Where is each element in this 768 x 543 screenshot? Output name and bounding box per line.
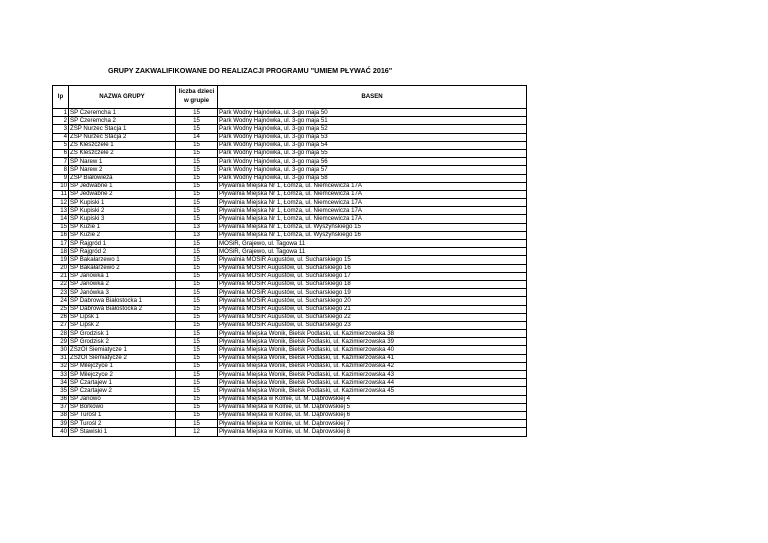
children-count-cell: 15	[176, 321, 218, 329]
pool-cell: Park Wodny Hajnówka, ul. 3-go maja 55	[218, 149, 527, 157]
row-number-cell: 27	[53, 321, 69, 329]
table-row	[53, 174, 527, 182]
table-row	[53, 411, 527, 419]
row-number-cell: 10	[53, 182, 69, 190]
row-number-cell: 24	[53, 297, 69, 305]
group-name-cell: SP Czeremcha 1	[69, 109, 176, 117]
pool-cell: Pływalnia Miejska w Kolnie, ul. M. Dąbrowskiej 6	[218, 411, 527, 419]
children-count-cell: 15	[176, 280, 218, 288]
pool-cell: Pływalnia Miejska Nr 1, Łomża, ul. Niemcewicza 17A	[218, 199, 527, 207]
row-number-cell: 37	[53, 403, 69, 411]
table-row	[53, 371, 527, 379]
table-row	[53, 395, 527, 403]
pool-cell: Pływalnia Miejska Wonik, Bielsk Podlaski, ul. Kazimierzowska 42	[218, 362, 527, 370]
group-name-cell: SP Kuzie 1	[69, 223, 176, 231]
pool-cell: Pływalnia MOSiR Augustów, ul. Sucharskiego 15	[218, 256, 527, 264]
group-name-cell: SP Czeremcha 2	[69, 117, 176, 125]
row-number-cell: 35	[53, 387, 69, 395]
pool-cell: MOSiR, Grajewo, ul. Tagowa 11	[218, 240, 527, 248]
table-row	[53, 141, 527, 149]
row-number-cell: 33	[53, 371, 69, 379]
table-row	[53, 125, 527, 133]
group-name-cell: SP Stawiski 1	[69, 428, 176, 436]
row-number-cell: 28	[53, 330, 69, 338]
pool-cell: Pływalnia MOSiR Augustów, ul. Sucharskiego 21	[218, 305, 527, 313]
row-number-cell: 7	[53, 158, 69, 166]
group-name-cell: SP Kupiski 3	[69, 215, 176, 223]
row-number-cell: 23	[53, 289, 69, 297]
pool-cell: Park Wodny Hajnówka, ul. 3-go maja 52	[218, 125, 527, 133]
children-count-cell: 15	[176, 166, 218, 174]
table-row	[53, 256, 527, 264]
row-number-cell: 6	[53, 149, 69, 157]
children-count-cell: 15	[176, 297, 218, 305]
pool-cell: Park Wodny Hajnówka, ul. 3-go maja 50	[218, 109, 527, 117]
row-number-cell: 3	[53, 125, 69, 133]
row-number-cell: 29	[53, 338, 69, 346]
pool-cell: Pływalnia Miejska Wonik, Bielsk Podlaski, ul. Kazimierzowska 43	[218, 371, 527, 379]
group-name-cell: SP Narew 1	[69, 158, 176, 166]
row-number-cell: 36	[53, 395, 69, 403]
children-count-cell: 15	[176, 215, 218, 223]
table-row	[53, 297, 527, 305]
pool-cell: Pływalnia MOSiR Augustów, ul. Sucharskiego 17	[218, 272, 527, 280]
table-row	[53, 313, 527, 321]
pool-cell: Park Wodny Hajnówka, ul. 3-go maja 51	[218, 117, 527, 125]
children-count-cell: 13	[176, 223, 218, 231]
children-count-cell: 15	[176, 158, 218, 166]
group-name-cell: ZSzOI Siemiatycze 2	[69, 354, 176, 362]
table-row	[53, 166, 527, 174]
group-name-cell: SP Janówka 1	[69, 272, 176, 280]
pool-cell: Pływalnia MOSiR Augustów, ul. Sucharskiego 19	[218, 289, 527, 297]
group-name-cell: ZSP Nurzec Stacja 2	[69, 133, 176, 141]
table-row	[53, 240, 527, 248]
children-count-cell: 15	[176, 190, 218, 198]
table-row	[53, 387, 527, 395]
table-row	[53, 321, 527, 329]
row-number-cell: 15	[53, 223, 69, 231]
pool-cell: Park Wodny Hajnówka, ul. 3-go maja 53	[218, 133, 527, 141]
row-number-cell: 25	[53, 305, 69, 313]
table-row	[53, 109, 527, 117]
group-name-cell: SP Jedwabne 1	[69, 182, 176, 190]
table-row	[53, 354, 527, 362]
table-row	[53, 190, 527, 198]
pool-cell: Park Wodny Hajnówka, ul. 3-go maja 58	[218, 174, 527, 182]
row-number-cell: 34	[53, 379, 69, 387]
children-count-cell: 15	[176, 411, 218, 419]
row-number-cell: 9	[53, 174, 69, 182]
group-name-cell: ZSP Białowieża	[69, 174, 176, 182]
document-title: GRUPY ZAKWALIFIKOWANE DO REALIZACJI PROGRAMU "UMIEM PŁYWAĆ 2016"	[108, 66, 393, 75]
children-count-cell: 14	[176, 133, 218, 141]
table-row	[53, 338, 527, 346]
children-count-cell: 15	[176, 199, 218, 207]
table-row	[53, 330, 527, 338]
group-name-cell: ZSP Nurzec Stacja 1	[69, 125, 176, 133]
pool-cell: Pływalnia Miejska w Kolnie, ul. M. Dąbrowskiej 8	[218, 428, 527, 436]
pool-cell: Pływalnia Miejska Wonik, Bielsk Podlaski, ul. Kazimierzowska 44	[218, 379, 527, 387]
table-row	[53, 133, 527, 141]
table-row	[53, 420, 527, 428]
pool-cell: Pływalnia Miejska Wonik, Bielsk Podlaski, ul. Kazimierzowska 39	[218, 338, 527, 346]
table-body	[53, 109, 527, 437]
table-header-row	[53, 86, 527, 109]
group-name-cell: SP Janowo	[69, 395, 176, 403]
children-count-cell: 15	[176, 141, 218, 149]
group-name-cell: SP Kuzie 2	[69, 231, 176, 239]
children-count-cell: 15	[176, 149, 218, 157]
children-count-cell: 15	[176, 403, 218, 411]
children-count-cell: 12	[176, 428, 218, 436]
row-number-cell: 30	[53, 346, 69, 354]
row-number-cell: 8	[53, 166, 69, 174]
group-name-cell: SP Dabrowa Białostocka 1	[69, 297, 176, 305]
row-number-cell: 17	[53, 240, 69, 248]
table-row	[53, 215, 527, 223]
group-name-cell: ZSzOI Siemiatycze 1	[69, 346, 176, 354]
pool-cell: Park Wodny Hajnówka, ul. 3-go maja 57	[218, 166, 527, 174]
groups-table	[52, 85, 527, 437]
group-name-cell: ZS Kleszczele 1	[69, 141, 176, 149]
group-name-cell: ZS Kleszczele 2	[69, 149, 176, 157]
children-count-cell: 15	[176, 354, 218, 362]
row-number-cell: 26	[53, 313, 69, 321]
children-count-cell: 15	[176, 272, 218, 280]
table-row	[53, 346, 527, 354]
pool-cell: Pływalnia MOSiR Augustów, ul. Sucharskiego 20	[218, 297, 527, 305]
children-count-cell: 15	[176, 256, 218, 264]
children-count-cell: 15	[176, 125, 218, 133]
pool-cell: Pływalnia Miejska Wonik, Bielsk Podlaski, ul. Kazimierzowska 41	[218, 354, 527, 362]
group-name-cell: SP Milejczyce 2	[69, 371, 176, 379]
children-count-cell: 15	[176, 395, 218, 403]
children-count-cell: 15	[176, 174, 218, 182]
table-row	[53, 264, 527, 272]
group-name-cell: SP Janówka 3	[69, 289, 176, 297]
column-header-children-count-line1: liczba dzieci	[178, 88, 215, 96]
group-name-cell: SP Lipsk 2	[69, 321, 176, 329]
children-count-cell: 15	[176, 379, 218, 387]
table-row	[53, 207, 527, 215]
children-count-cell: 15	[176, 289, 218, 297]
table-row	[53, 379, 527, 387]
pool-cell: Pływalnia MOSiR Augustów, ul. Sucharskiego 22	[218, 313, 527, 321]
group-name-cell: SP Turośl 1	[69, 411, 176, 419]
children-count-cell: 15	[176, 313, 218, 321]
children-count-cell: 15	[176, 362, 218, 370]
children-count-cell: 15	[176, 305, 218, 313]
column-header-children-count-line2: w grupie	[183, 97, 210, 104]
pool-cell: Pływalnia Miejska w Kolnie, ul. M. Dąbrowskiej 5	[218, 403, 527, 411]
pool-cell: Pływalnia Miejska Nr 1, Łomża, ul. Wyszyńskiego 15	[218, 223, 527, 231]
table-row	[53, 223, 527, 231]
pool-cell: Pływalnia Miejska Wonik, Bielsk Podlaski, ul. Kazimierzowska 38	[218, 330, 527, 338]
group-name-cell: SP Lipsk 1	[69, 313, 176, 321]
table-row	[53, 289, 527, 297]
group-name-cell: SP Borkowo	[69, 403, 176, 411]
row-number-cell: 5	[53, 141, 69, 149]
table-row	[53, 403, 527, 411]
pool-cell: Pływalnia Miejska w Kolnie, ul. M. Dąbrowskiej 4	[218, 395, 527, 403]
pool-cell: Park Wodny Hajnówka, ul. 3-go maja 56	[218, 158, 527, 166]
row-number-cell: 4	[53, 133, 69, 141]
column-header-pool: BASEN	[218, 86, 527, 109]
column-header-children-count	[176, 86, 218, 109]
group-name-cell: SP Czartajew 1	[69, 379, 176, 387]
children-count-cell: 15	[176, 109, 218, 117]
table-row	[53, 272, 527, 280]
pool-cell: Park Wodny Hajnówka, ul. 3-go maja 54	[218, 141, 527, 149]
table-row	[53, 362, 527, 370]
children-count-cell: 15	[176, 240, 218, 248]
row-number-cell: 19	[53, 256, 69, 264]
group-name-cell: SP Jedwabne 2	[69, 190, 176, 198]
group-name-cell: SP Bakałarzewo 2	[69, 264, 176, 272]
group-name-cell: SP Milejczyce 1	[69, 362, 176, 370]
table-row	[53, 199, 527, 207]
table-row	[53, 149, 527, 157]
children-count-cell: 15	[176, 182, 218, 190]
row-number-cell: 2	[53, 117, 69, 125]
children-count-cell: 13	[176, 231, 218, 239]
row-number-cell: 11	[53, 190, 69, 198]
pool-cell: Pływalnia Miejska Wonik, Bielsk Podlaski, ul. Kazimierzowska 40	[218, 346, 527, 354]
children-count-cell: 15	[176, 248, 218, 256]
table-row	[53, 428, 527, 436]
pool-cell: Pływalnia Miejska Nr 1, Łomża, ul. Niemcewicza 17A	[218, 207, 527, 215]
group-name-cell: SP Grodzisk 1	[69, 330, 176, 338]
children-count-cell: 15	[176, 346, 218, 354]
row-number-cell: 13	[53, 207, 69, 215]
pool-cell: Pływalnia Miejska Nr 1, Łomża, ul. Wyszyńskiego 16	[218, 231, 527, 239]
row-number-cell: 1	[53, 109, 69, 117]
pool-cell: Pływalnia Miejska Nr 1, Łomża, ul. Niemcewicza 17A	[218, 215, 527, 223]
pool-cell: MOSiR, Grajewo, ul. Tagowa 11	[218, 248, 527, 256]
table-row	[53, 280, 527, 288]
group-name-cell: SP Janówka 2	[69, 280, 176, 288]
column-header-lp: lp	[53, 86, 69, 109]
pool-cell: Pływalnia Miejska Wonik, Bielsk Podlaski, ul. Kazimierzowska 45	[218, 387, 527, 395]
group-name-cell: SP Rajgród 2	[69, 248, 176, 256]
pool-cell: Pływalnia Miejska w Kolnie, ul. M. Dąbrowskiej 7	[218, 420, 527, 428]
children-count-cell: 15	[176, 371, 218, 379]
pool-cell: Pływalnia MOSiR Augustów, ul. Sucharskiego 18	[218, 280, 527, 288]
table-row	[53, 231, 527, 239]
group-name-cell: SP Narew 2	[69, 166, 176, 174]
group-name-cell: SP Czartajew 2	[69, 387, 176, 395]
row-number-cell: 38	[53, 411, 69, 419]
children-count-cell: 15	[176, 117, 218, 125]
row-number-cell: 14	[53, 215, 69, 223]
column-header-group-name: NAZWA GRUPY	[69, 86, 176, 109]
group-name-cell: SP Turośl 2	[69, 420, 176, 428]
children-count-cell: 15	[176, 330, 218, 338]
row-number-cell: 40	[53, 428, 69, 436]
group-name-cell: SP Kupiski 2	[69, 207, 176, 215]
row-number-cell: 21	[53, 272, 69, 280]
row-number-cell: 20	[53, 264, 69, 272]
pool-cell: Pływalnia MOSiR Augustów, ul. Sucharskiego 23	[218, 321, 527, 329]
row-number-cell: 32	[53, 362, 69, 370]
group-name-cell: SP Dabrowa Białostocka 2	[69, 305, 176, 313]
group-name-cell: SP Kupiski 1	[69, 199, 176, 207]
children-count-cell: 15	[176, 338, 218, 346]
group-name-cell: SP Grodzisk 2	[69, 338, 176, 346]
table-row	[53, 158, 527, 166]
row-number-cell: 16	[53, 231, 69, 239]
pool-cell: Pływalnia MOSiR Augustów, ul. Sucharskiego 16	[218, 264, 527, 272]
row-number-cell: 12	[53, 199, 69, 207]
group-name-cell: SP Rajgród 1	[69, 240, 176, 248]
row-number-cell: 31	[53, 354, 69, 362]
children-count-cell: 15	[176, 387, 218, 395]
children-count-cell: 15	[176, 420, 218, 428]
table-row	[53, 248, 527, 256]
children-count-cell: 15	[176, 264, 218, 272]
table-row	[53, 305, 527, 313]
table-row	[53, 117, 527, 125]
row-number-cell: 18	[53, 248, 69, 256]
children-count-cell: 15	[176, 207, 218, 215]
table-row	[53, 182, 527, 190]
row-number-cell: 22	[53, 280, 69, 288]
pool-cell: Pływalnia Miejska Nr 1, Łomża, ul. Niemcewicza 17A	[218, 190, 527, 198]
pool-cell: Pływalnia Miejska Nr 1, Łomża, ul. Niemcewicza 17A	[218, 182, 527, 190]
row-number-cell: 39	[53, 420, 69, 428]
group-name-cell: SP Bakałarzewo 1	[69, 256, 176, 264]
